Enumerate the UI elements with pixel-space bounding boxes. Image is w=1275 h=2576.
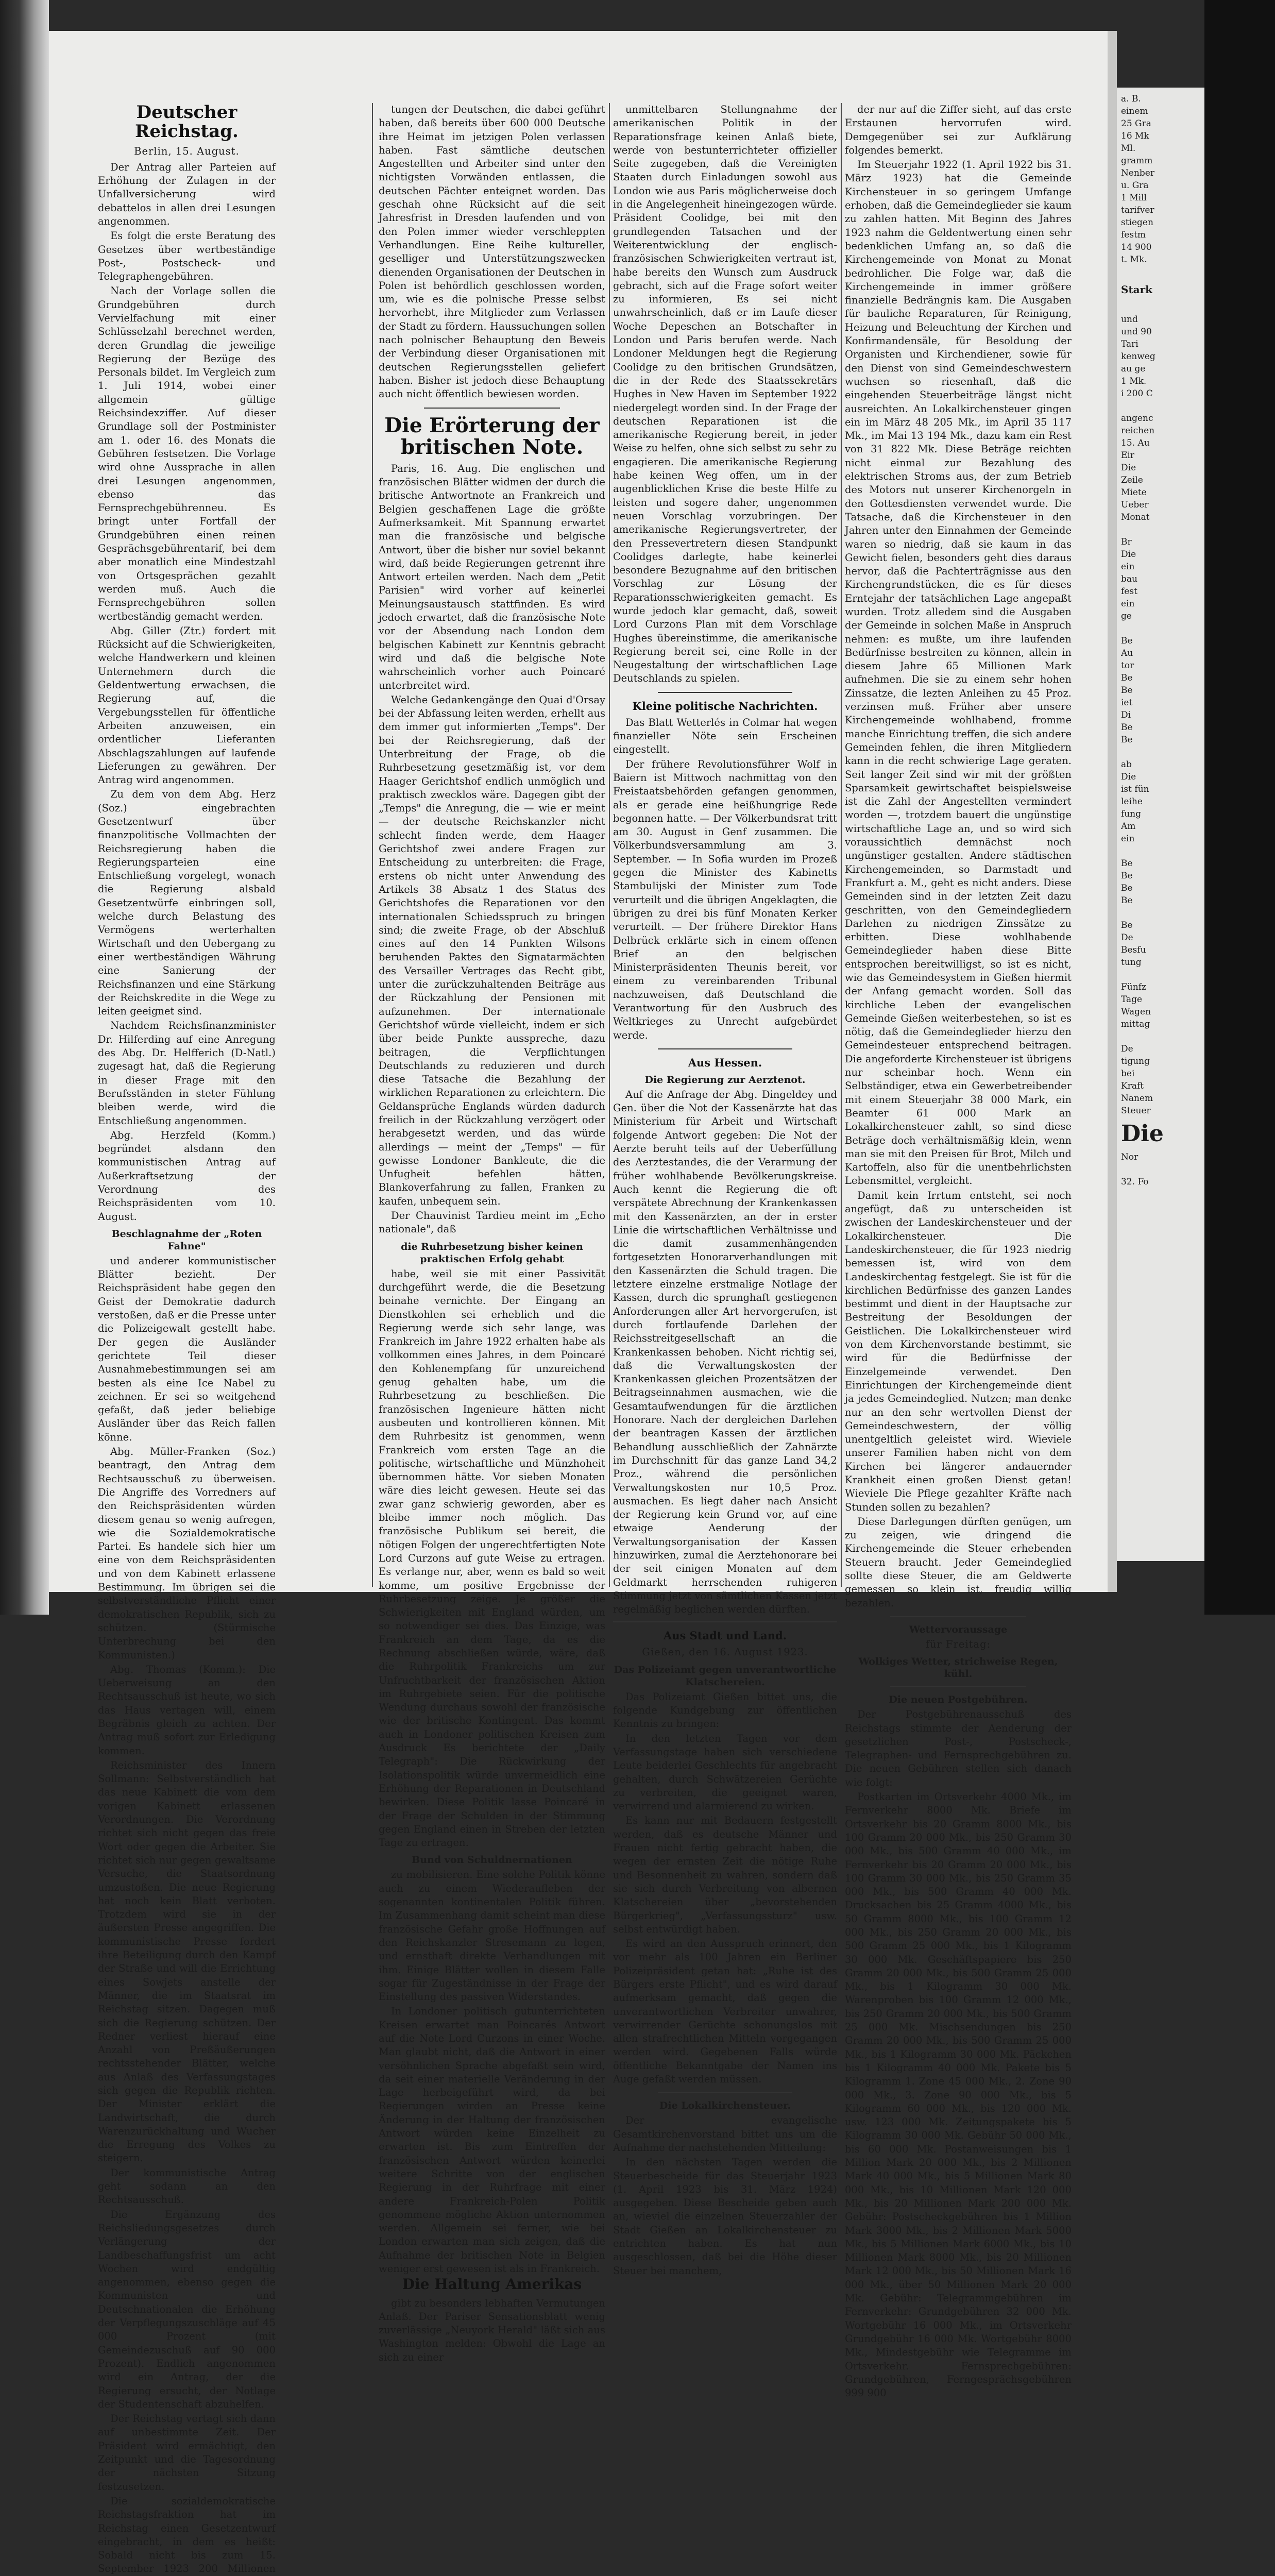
paragraph: Abg. Giller (Ztr.) fordert mit Rücksicht auf die Schwierigkeiten, welche Handwerkern und kleinen Unternehmern durch die Geldentwertung erwachsen, die Regierung auf, die Vergebungsstellen für öffentliche Arbeiten anzuweisen, ein ordentlicher Lieferanten Abschlagszahlungen auf laufende Lieferungen zu gewähren. Der Antrag wird angenommen.: [98, 624, 276, 786]
article-body: [845, 103, 1072, 1610]
paragraph: Abg. Thomas (Komm.): Die Ueberweisung an den Rechtsausschuß ist heute, wo sich das Haus vertagen will, einem Begräbnis gleich zu achten. Der Antrag muß sofort zur Erledigung kommen.: [98, 1663, 276, 1757]
fragment-line: Be: [1121, 722, 1133, 733]
article-title: Deutscher Reichstag.: [135, 102, 239, 142]
paragraph: Die sozialdemokratische Reichstagsfraktion hat im Reichstag einen Gesetzentwurf eingebracht, in dem es heißt: Sobald nicht bis zum 15. September 1923 200 Millionen: [98, 2495, 276, 2575]
fragment-line: [1121, 1030, 1198, 1043]
fragment-line: fest: [1121, 586, 1137, 597]
paragraph: Der kommunistische Antrag geht sodann an den Rechtsausschuß.: [98, 2166, 276, 2206]
paragraph: In Londoner politisch gutunterrichteten Kreisen erwartet man Poincarés Antwort auf die Note Lord Curzons in einer Woche. Man glaubt nicht, daß die Antwort in einer versöhnlichen Sprache abgefaßt sein wird, da seit einer materielle Veränderung in der Lage herbeigeführt wird, da bei Regierungen wirden an Presse keine Änderung in der Haltung der französischen Antwort würden keine Einzelheit zu erwarten ist. Bis zum Eintreffen der französischen Antwort würden keinerlei weitere Schritte von der englischen Regierung in der Ruhrfrage mit einer andere Frankreich-Polen Politik genommene mögliche Aktion unternommen werden. Allgemein sei ferner, wie bei London erwarten man sich zeigen, daß die Aufnahme der britischen Note in Belgien weniger erst gewesen ist als in Frankreich.: [379, 2005, 605, 2275]
paragraph: Postkarten im Ortsverkehr 4000 Mk., im Fernverkehr 8000 Mk. Briefe im Ortsverkehr bis 20 Gramm 8000 Mk., bis 100 Gramm 20 000 Mk., bis 250 Gramm 30 000 Mk., bis 500 Gramm 40 000 Mk., im Fernverkehr bis 20 Gramm 20 000 Mk., bis 100 Gramm 30 000 Mk., bis 250 Gramm 35 000 Mk., bis 500 Gramm 40 000 Mk. Drucksachen bis 25 Gramm 4000 Mk., bis 50 Gramm 8000 Mk., bis 100 Gramm 12 000 Mk., bis 250 Gramm 20 000 Mk., bis 500 Gramm 25 000 Mk., bis 1 Kilogramm 30 000 Mk. Geschäftspapiere bis 250 Gramm 20 000 Mk., bis 500 Gramm 25 000 Mk., bis 1 Kilogramm 30 000 Mk. Warenproben bis 100 Gramm 12 000 Mk., bis 250 Gramm 20 000 Mk., bis 500 Gramm 25 000 Mk. Mischsendungen bis 250 Gramm 20 000 Mk., bis 500 Gramm 25 000 Mk., bis 1 Kilogramm 30 000 Mk. Päckchen bis 1 Kilogramm 40 000 Mk. Pakete bis 5 Kilogramm 1. Zone 45 000 Mk., 2. Zone 90 000 Mk., 3. Zone 90 000 Mk., bis 5 Kilogramm 60 000 Mk., bis 120 000 Mk. usw. 123 000 Mk. Zeitungspakete bis 5 Kilogramm 30 000 Mk. Gebühr 50 000 Mk., bis 60 000 Mk. Postanweisungen bis 1 Million Mark 20 000 Mk., bis 2 Millionen Mark 40 000 Mk., bis 5 Millionen Mark 80 000 Mk., bis 10 Millionen Mark 120 000 Mk., bis 20 Millionen Mark 200 000 Mk. Gebühr: Postscheckgebühren bis 1 Million Mark 3000 Mk., bis 2 Millionen Mark 5000 Mk., bis 5 Millionen Mark 6000 Mk., bis 10 Millionen Mark 8000 Mk., bis 20 Millionen Mark 12 000 Mk., bis 50 Millionen Mark 16 000 Mk., über 50 Millionen Mark 20 000 Mk. Gebühr: Telegrammgebühren im Fernverkehr: Grundgebühren 32 000 Mk. Wortgebühr 16 000 Mk., im Ortsverkehr Grundgebühr 16 000 Mk. Wortgebühr 8000 Mk., Mindestgebühr wie Telegramme im Ortsverkehr. Fernsprechgebühren: Grundgebühren, Ferngesprächsgebühren 999 900: [845, 1791, 1072, 2399]
fragment-line: Nanem: [1121, 1093, 1153, 1104]
fragment-line: 16 Mk: [1121, 131, 1149, 141]
column-rule: [372, 103, 373, 1587]
fragment-line: Zeile: [1121, 475, 1143, 485]
fragment-line: stiegen: [1121, 217, 1153, 228]
fragment-line: Nor: [1121, 1152, 1138, 1162]
fragment-line: t. Mk.: [1121, 255, 1147, 265]
paragraph: der nur auf die Ziffer sieht, auf das erste Erstaunen hervorrufen wird. Demgegenüber sei zur Aufklärung folgendes bemerkt.: [845, 104, 1072, 156]
fragment-line: Tage: [1121, 994, 1143, 1005]
fragment-line: einem: [1121, 106, 1148, 116]
fragment-line: [1121, 400, 1198, 412]
fragment-line: Die: [1121, 549, 1136, 560]
paragraph: Der Antrag aller Parteien auf Erhöhung der Zulagen in der Unfallversicherung wird debattelos in allen drei Lesungen angenommen.: [98, 161, 276, 227]
paragraph: Welche Gedankengänge den Quai d'Orsay bei der Abfassung leiten werden, erhellt aus dem immer gut informierten „Temps". Der bei der Reichsregierung, daß der Unterbreitung der Frage, ob die Ruhrbesetzung gesetzmäßig ist, vor dem Haager Gerichtshof endlich unmöglich und praktisch zwecklos wäre. Dagegen gibt der „Temps" die Anregung, die — wie er meint — der deutsche Reichskanzler nicht schlecht finden werde, dem Haager Gerichtshof zwei andere Fragen zur Entscheidung zu unterbreiten: die Frage, erstens ob nicht unter Anwendung des Artikels 38 Absatz 1 des Status des Gerichtshofes die Reparationen vor den internationalen Schiedsspruch zu bringen sind; die zweite Frage, ob der Abschluß eines auf den 14 Punkten Wilsons beruhenden Paktes den Signatarmächten des Versailler Vertrages das Recht gibt, unter die zurückzuhaltenden Beiträge aus der Rückzahlung der Pensionen mit aufzunehmen. Der internationale Gerichtshof würde vielleicht, indem er sich über beide Punkte ausspreche, dazu beitragen, die Verpflichtungen Deutschlands zu reduzieren und durch diese Tatsache die Bezahlung der wirklichen Reparationen zu erleichtern. Die Geldansprüche Englands würden dadurch freilich in der Rückzahlung verzögert oder herabgesetzt werden, und das würde allerdings — meint der „Temps" — für gewisse Londoner Bankleute, die die Unfugheit befehlen hätten, Blankoverfahrung zu fallen, Franken zu kaufen, unbequem sein.: [379, 693, 605, 1207]
fragment-line: gramm: [1121, 156, 1153, 166]
fragment-line: ab: [1121, 759, 1132, 770]
fragment-line: Eir: [1121, 450, 1134, 461]
fragment-line: reichen: [1121, 426, 1155, 436]
paragraph: In den nächsten Tagen werden die Steuerbescheide für das Steuerjahr 1923 (1. April 1923 bis 31. März 1924) ausgegeben. Diese Bescheide geben auch an, wieviel die einzelnen Steuerzahler der Stadt Gießen an Lokalkirchensteuer zu entrichten haben. Es hat nun ausgeschlossen, daß bei die Höhe dieser Steuer bei manchem,: [613, 2156, 837, 2277]
paragraph: Diese Darlegungen dürften genügen, um zu zeigen, wie dringend die Kirchengemeinde die Steuer erhebenden Steuern braucht. Jeder Gemeindeglied sollte diese Steuer, die am Geldwerte gemessen so klein ist, freudig willig bezahlen.: [845, 1515, 1072, 1609]
fragment-line: 1 Mk.: [1121, 376, 1147, 386]
fragment-line: bau: [1121, 574, 1137, 584]
dateline: Gießen, den 16. August 1923.: [642, 1646, 808, 1658]
subheading: Das Polizeiamt gegen unverantwortliche Klatschereien.: [614, 1664, 837, 1688]
weather-forecast: Wolkiges Wetter, strichweise Regen, kühl.: [858, 1656, 1058, 1680]
fragment-line: Die: [1121, 463, 1136, 473]
fragment-line: [1121, 746, 1198, 758]
fragment-line: 1 Mill: [1121, 193, 1147, 203]
next-page-text: [1121, 93, 1198, 1188]
fragment-line: [1121, 845, 1198, 857]
fragment-line: festm: [1121, 230, 1146, 240]
paragraph: Abg. Müller-Franken (Soz.) beantragt, den Antrag dem Rechtsausschuß zu überweisen. Die Angriffe des Vorredners auf den Reichspräsidenten würden diesem genau so wenig aufregen, wie die Sozialdemokratische Partei. Es handele sich hier um eine von dem Reichspräsidenten und von dem Kabinett erlassene Bestimmung. Im übrigen sei die selbstverständliche Pflicht einer demokratischen Republik, sich zu schützen. (Stürmische Unterbrechung bei den Kommunisten.): [98, 1446, 276, 1661]
paragraph: Zu dem von dem Abg. Herz (Soz.) eingebrachten Gesetzentwurf über finanzpolitische Vollmachten der Reichsregierung haben die Regierungsparteien eine Entschließung vorgelegt, wonach die Regierung alsbald Gesetzentwürfe einbringen soll, welche durch Belastung des Vermögens werterhalten Wirtschaft und den Uebergang zu einer wertbeständigen Währung eine Sanierung der Reichsfinanzen und eine Stärkung der Reichskredite in die Wege zu leiten geeignet sind.: [98, 788, 276, 1018]
fragment-line: Be: [1121, 735, 1133, 745]
article-body: [613, 103, 837, 686]
separator: [890, 1686, 1026, 1687]
fragment-line: Am: [1121, 821, 1136, 832]
article-body: [613, 716, 837, 1042]
fragment-line: ge: [1121, 611, 1132, 621]
book-binding: [0, 0, 49, 1615]
fragment-line: Stark: [1121, 283, 1153, 296]
column-3: [613, 103, 837, 2279]
subheading: Bund von Schuldnernationen: [412, 1854, 572, 1866]
weather-subtitle: für Freitag:: [925, 1638, 991, 1650]
dateline: Berlin, 15. August.: [134, 145, 240, 158]
article-body: [379, 2297, 605, 2364]
separator: [424, 408, 560, 409]
separator: [658, 2092, 792, 2093]
fragment-line: [1121, 266, 1198, 278]
paragraph: Damit kein Irrtum entsteht, sei noch angefügt, daß zu unterscheiden ist zwischen der Landeskirchensteuer und der Lokalkirchensteuer. Die Landeskirchensteuer, die für 1923 niedrig bemessen ist, wird von dem Landeskirchentag festgelegt. Sie ist für die kirchlichen Bedürfnisse des ganzen Landes bestimmt und dient in der Hauptsache zur Bestreitung der Besoldungen der Geistlichen. Die Lokalkirchensteuer wird von dem Kirchenvorstande bestimmt, sie wird für die Bedürfnisse der Einzelgemeinde verwendet. Den Einrichtungen der Kirchengemeinde dient ja jedes Gemeindeglied. Nutzen; man denke nur an den sehr wertvollen Dienst der Gemeindeschwestern, der völlig unentgeltlich geleistet wird. Wieviele unserer Familien haben nicht von dem Kirchen bei längerer andauernder Krankheit einen großen Dienst getan! Wieviele Die Pflege gezahlter Kräfte nach Stunden sollen zu bezahlen?: [845, 1189, 1072, 1513]
fragment-line: De: [1121, 933, 1133, 943]
fragment-line: leihe: [1121, 796, 1143, 807]
subheading: Die neuen Postgebühren.: [889, 1694, 1028, 1706]
paragraph: Paris, 16. Aug. Die englischen und französischen Blätter widmen der durch die britische Antwortnote an Frankreich und Belgien geschaffenen Lage die größte Aufmerksamkeit. Mit Spannung erwartet man die französische und belgische Antwort, über die bisher nur soviel bekannt wird, daß beide Regierungen getrennt ihre Antwort erteilen werden. Nach dem „Petit Parisien" wird vorher auf keinerlei Meinungsaustausch stattfinden. Es wird jedoch erwartet, daß die französische Note vor der Absendung nach London dem belgischen Kabinett zur Kenntnis gebracht wird und daß die belgische Note wahrscheinlich vorher auch Poincaré unterbreitet wird.: [379, 462, 605, 691]
paragraph: und anderer kommunistischer Blätter bezieht. Der Reichspräsident habe gegen den Geist der Demokratie dadurch verstoßen, daß er die Presse unter die Polizeigewalt gestellt habe. Der gegen die Ausländer gerichtete Teil dieser Ausnahmebestimmungen sei am besten als eine Ice Nabel zu zeichnen. Er sei so weitgehend gefaßt, daß jeder beliebige Ausländer über das Reich fallen könne.: [98, 1255, 276, 1443]
fragment-line: fung: [1121, 809, 1142, 819]
paragraph: Der Postgebührenausschuß des Reichstags stimmte der Aenderung der gesetzlichen Post-, Postscheck-, Telegraphen- und Fernsprechgebühren zu. Die neuen Gebühren stellen sich danach wie folgt:: [845, 1708, 1072, 1788]
fragment-line: Besfu: [1121, 945, 1146, 955]
subheading: Beschlagnahme der „Roten Fahne": [111, 1228, 262, 1252]
fragment-line: angenc: [1121, 413, 1153, 423]
fragment-line: [1121, 907, 1198, 919]
fragment-line: Be: [1121, 883, 1133, 893]
fragment-line: Ueber: [1121, 500, 1149, 510]
fragment-line: Wagen: [1121, 1007, 1151, 1017]
paragraph: Der frühere Revolutionsführer Wolf in Baiern ist Mittwoch nachmittag von den Freistaatsbehörden gefangen genommen, als er gerade eine heißhungrige Rede begonnen hatte. — Der Völkerbundsrat tritt am 30. August in Genf zusammen. Die Völkerbundsversammlung am 3. September. — In Sofia wurden im Prozeß gegen die Minister des Kabinetts Stambulijski der Minister zum Tode verurteilt und die übrigen Angeklagten, die übrigen zu drei bis fünf Monaten Kerker verurteilt. — Der frühere Direktor Hans Delbrück erklärte sich in einem offenen Brief an den belgischen Ministerpräsidenten Theunis bereit, vor einem zu vereinbarenden Tribunal nachzuweisen, daß Deutschland die Verantwortung für den Ausbruch des Weltkrieges zu Unrecht aufgebürdet werde.: [613, 758, 837, 1041]
paragraph: unmittelbaren Stellungnahme der amerikanischen Politik in der Reparationsfrage keinen Anlaß biete, werde von bestunterrichteter offizieller Seite zugegeben, daß die Vereinigten Staaten durch Einladungen sowohl aus London wie aus Paris möglicherweise doch in die Angelegenheit hineingezogen würde. Präsident Coolidge, bei mit den grundlegenden Tatsachen und der Weiterentwicklung der englisch-französischen Schwierigkeiten vertraut ist, habe bereits den Wunsch zum Ausdruck gebracht, sich auf die Frage sofort weiter zu informieren, Es sei nicht unwahrscheinlich, daß er im Laufe dieser Woche Depeschen an Botschafter in London und Paris berufen werde. Nach Londoner Meldungen hegt die Regierung Coolidge zu den britischen Grundsätzen, die in der Rede des Staatssekretärs Hughes in New Haven im September 1922 niedergelegt worden sind. In der Frage der deutschen Reparationen ist die amerikanische Regierung bereit, in jeder Weise zu helfen, ohne sich selbst zu sehr zu engagieren. Die amerikanische Regierung habe keinen Weg offen, um in der augenblicklichen Krise die beste Hilfe zu leisten und sogere daher, ungenommen neuen Vorschlag vorzubringen. Der amerikanische Regierungsvertreter, der den Pressevertretern diesen Standpunkt Coolidges darlegte, habe keinerlei besondere Bezugnahme auf den britischen Vorschlag zur Lösung der Reparationsschwierigkeiten gemacht. Es wurde jedoch klar gemacht, daß, soweit Lord Curzons Plan mit dem Vorschlage Hughes übereinstimme, die amerikanische Regierung bereit sei, eine Rolle in der Neugestaltung der wirtschaftlichen Lage Deutschlands zu spielen.: [613, 104, 837, 685]
paragraph: tungen der Deutschen, die dabei geführt haben, daß bereits über 600 000 Deutsche ihre Heimat im jetzigen Polen verlassen haben. Fast sämtliche deutschen Angestellten und Arbeiter sind unter den nichtigsten Vorwänden entlassen, die deutschen Pächter enteignet worden. Das geschah ohne Rücksicht auf die seit Jahresfrist in Dresden laufenden und von den Polen immer wieder verschleppten Verhandlungen. Eine Reihe kultureller, geselliger und Unterstützungszwecken dienenden Organisationen der Deutschen in Polen ist behördlich geschlossen worden, um, wie es die polnische Presse selbst hervorhebt, ihre Mitglieder zum Verlassen der Stadt zu fördern. Haussuchungen sollen nach polnischer Behauptung den Beweis der Verbindung dieser Organisationen mit deutschen Regierungsstellen geliefert haben. Bisher ist jedoch diese Behauptung auch nicht öffentlich bewiesen worden.: [379, 104, 605, 400]
column-1: [98, 103, 276, 2576]
fragment-line: Be: [1121, 636, 1133, 646]
fragment-line: Di: [1121, 710, 1131, 720]
paragraph: Nach der Vorlage sollen die Grundgebühren durch Vervielfachung mit einer Schlüsselzahl berechnet werden, deren Grundlag die jeweilige Regierung der Bezüge des Personals bildet. Im Vergleich zum 1. Juli 1914, wobei einer allgemein gültige Reichsindexziffer. Auf dieser Grundlage soll der Postminister am 1. oder 16. des Monats die Gebühren festsetzen. Die Vorlage wird ohne Aussprache in allen drei Lesungen angenommen, ebenso das Fernsprechgebührenneu. Es bringt unter Fortfall der Grundgebühren einen reinen Gesprächsgebührentarif, bei dem aber monatlich eine Mindestzahl von Ortsgesprächen gezahlt werden muß. Auch die Fernsprechgebühren sollen wertbeständig gemacht werden.: [98, 285, 276, 622]
article-body: [613, 1088, 837, 1617]
fragment-line: Be: [1121, 685, 1133, 696]
fragment-line: Tari: [1121, 339, 1138, 349]
next-page-fragment: [1117, 88, 1204, 1561]
paragraph: habe, weil sie mit einer Passivität durchgeführt werde, die die Besetzung beinahe vernichte. Der Eingang an Dienstkohlen sei erheblich und die Regierung werde sich sehr lange, was Frankreich im Jahre 1922 erhalten habe als vollkommen eines Jahres, in dem Poincaré den Kohlenempfang für unzureichend genug gehalten habe, um die Ruhrbesetzung zu beschließen. Die französischen Ingenieure hätten nicht ausbeuten und kontrollieren können. Mit dem Ruhrbesitz ist genommen, wenn Frankreich vom ersten Tage an die politische, wirtschaftliche und Münzhoheit übernommen hätte. Vor sieben Monaten wäre dies leicht gewesen. Heute sei das zwar ganz schwierig geworden, aber es bleibe immer noch möglich. Das französische Publikum sei bereit, die nötigen Folgen der ungerechtfertigten Note Lord Curzons auf gute Weise zu ertragen. Es verlange nur, aber, wenn es bald so weit komme, um positive Ergebnisse der Ruhrbesetzung zeige. Je größer die Schwierigkeiten mit England würden, um so notwendiger sei dies. Das Einzige, was Frankreich an dem Tage, da es die Rechnung abschließen würde, wäre, daß die Ruhrpolitik Frankreichs um zur Unfruchtbarkeit der französischen Aktion im Ruhrgebiete seien. Für die politische Wendung durchaus sowohl der französische wie der britische Kontingent. Das kommt auch in Londoner politischen Kreisen zum Ausdruck Es berichtete der „Daily Telegraph": Die Rückwirkung der Isolationspolitik würde unvermeidlich eine Erhöhung der Reparationen in Deutschland bewirken. Diese Politik lasse Poincaré in der Frage der Schulden in der Stimmung gegen England einen in Streben der letzten Tage zu ertragen.: [379, 1267, 605, 1849]
paragraph: zu mobilisieren. Eine solche Politik könne auch zu einem Wiederaufleben der sogenannten kontinentalen Politik führen. Im Zusammenhang damit scheint man diese französische Gefahr große Hoffnungen auf den Reichskanzler Stresemann zu legen, und ernsthaft direkte Verhandlungen mit ihm. Einige Blätter wollen in diesem Falle sogar für Zugeständnisse in der Frage der Einstellung des passiven Widerstandes.: [379, 1869, 605, 2003]
fragment-line: Be: [1121, 871, 1133, 881]
separator: [658, 692, 792, 693]
section-title: Aus Stadt und Land.: [663, 1629, 787, 1642]
fragment-line: [1121, 969, 1198, 981]
paragraph: Der evangelische Gesamtkirchenvorstand bittet uns um die Aufnahme der nachstehenden Mitteilung:: [613, 2114, 837, 2154]
fragment-line: 14 900: [1121, 242, 1152, 252]
separator: [613, 1621, 837, 1622]
paragraph: Es wird an den Ausspruch erinnert, den vor mehr als 100 Jahren ein Berliner Polizeipräsident getan hat: „Ruhe ist des Bürgers erste Pflicht", und es wird darauf aufmerksam gemacht, daß gegen die unverantwortlichen Verbreiter unwahrer, verwirrender Gerüchte schonungslos mit allen strafrechtlichen Mitteln vorgegangen werden wird. Gegebenen Falls würde öffentliche Bekanntgabe der Namen ins Auge gefaßt werden müssen.: [613, 1938, 837, 2086]
article-body: [613, 1690, 837, 2087]
fragment-line: Au: [1121, 648, 1133, 658]
fragment-line: iet: [1121, 698, 1133, 708]
section-title: Aus Hessen.: [688, 1056, 762, 1069]
fragment-line: 32. Fo: [1121, 1177, 1149, 1187]
subheading: Die Regierung zur Aerztenot.: [644, 1074, 806, 1086]
fragment-line: ein: [1121, 562, 1135, 572]
fragment-line: ein: [1121, 599, 1135, 609]
fragment-line: Die: [1121, 772, 1136, 782]
fragment-line: tarifver: [1121, 205, 1154, 215]
article-body: [98, 1255, 276, 2576]
fragment-line: Steuer: [1121, 1106, 1151, 1116]
column-4: [845, 103, 1072, 2401]
fragment-line: Nenber: [1121, 168, 1154, 178]
separator: [890, 1616, 1026, 1617]
paragraph: Der Chauvinist Tardieu meint im „Echo nationale", daß: [379, 1210, 605, 1235]
paragraph: Es kann nur mit Bedauern festgestellt werden, daß es deutsche Männer und Frauen nicht fertig gebracht haben, die wegen der ernsten Zeit die nötige Ruhe und Besonnenheit zu wahren, sondern daß sie sich durch Verbreitung von albernen Klatschereien über „bevorstehenden Bürgerkrieg", „Verfassungssturz" usw. selbst entwürdigt haben.: [613, 1815, 837, 1935]
page-edge: [1108, 31, 1117, 1592]
article-body: [613, 2114, 837, 2278]
fragment-line: bei: [1121, 1069, 1135, 1079]
fragment-line: [1121, 523, 1198, 536]
paragraph: Der Reichstag vertagt sich dann auf unbestimmte Zeit. Der Präsident wird ermächtigt, den Zeitpunkt und die Tagesordnung der nächsten Sitzung festzusetzen.: [98, 2413, 276, 2493]
fragment-line: Br: [1121, 537, 1132, 547]
paragraph: Abg. Herzfeld (Komm.) begründet alsdann den kommunistischen Antrag auf Außerkraftsetzung der Verordnung des Reichspräsidenten vom 10. August.: [98, 1129, 276, 1223]
fragment-line: tor: [1121, 660, 1134, 671]
subheading: Die Lokalkirchensteuer.: [659, 2100, 791, 2112]
paragraph: Es folgt die erste Beratung des Gesetzes über wertbeständige Post-, Postscheck- und Telegraphengebühren.: [98, 230, 276, 283]
paragraph: Reichsminister des Innern Sollmann: Selbstverständlich hat das neue Kabinett die vom dem vorigen Kabinett erlassenen Verordnungen. Die Verordnung richtet sich nicht gegen das freie Wort oder gegen die Arbeiter. Sie richtet sich nur gegen gewaltsame Versuche, die Staatsordnung umzustoßen. Die neue Regierung hat noch kein Blatt verboten. Trotzdem wird sie in der äußersten Presse angegriffen. Die kommunistische Presse fordert ihre Beteiligung durch den Kampf der Straße und will die Errichtung eines Sowjets anstelle der Männer, die im Staatsrat im Reichstag sitzen. Dagegen muß sich die Regierung schützen. Der Redner verliest hierauf eine Anzahl von Preßäußerungen rechtsstehender Blätter, welche aus Anlaß des Verfassungstages sich gegen die Republik richten. Der Minister erklärt die Landwirtschaft, die durch Warenzurückhaltung und Wucher die Erregung des Volkes zu steigern.: [98, 1759, 276, 2164]
fragment-line: [1121, 1163, 1198, 1176]
fragment-line: [1121, 301, 1198, 313]
paragraph: Das Polizeiamt Gießen bittet uns, die folgende Kundgebung zur öffentlichen Kenntnis zu bringen:: [613, 1690, 837, 1730]
separator: [658, 1048, 792, 1049]
article-title: Die Erörterung der britischen Note.: [384, 413, 600, 459]
fragment-line: und 90: [1121, 327, 1152, 337]
fragment-line: [1121, 622, 1198, 635]
fragment-line: Be: [1121, 895, 1133, 906]
fragment-line: Fünfz: [1121, 982, 1146, 992]
weather-title: Wettervoraussage: [909, 1623, 1008, 1635]
fragment-line: 15. Au: [1121, 438, 1150, 448]
paragraph: Auf die Anfrage der Abg. Dingeldey und Gen. über die Not der Kassenärzte hat das Ministerium für Arbeit und Wirtschaft folgende Antwort gegeben: Die Not der Aerzte beruht teils auf der Ueberfüllung des Aerztestandes, die der Verarmung der früher wohlhabende Bevölkerungskreise. Auch kennt die Regierung die oft verspätete Abrechnung der Krankenkassen mit den Kassenärzten, an der in erster Linie die wirtschaftlichen Verhältnisse und die damit zusammenhängenden fortgesetzten Honorarverhandlungen mit den Kassenärzten die Schuld tragen. Die letztere einzelne erstmalige Notlage der Kassen, durch die sprunghaft gestiegenen Anforderungen aller Art hervorgerufen, ist durch fortlaufende Darlehen der Reichsstreitgesellschaft an die Krankenkassen behoben. Nicht richtig sei, daß die Verwaltungskosten der Krankenkassen gleichen Prozentsätzen der Beitragseinnahmen ausmachen, wie die Gesamtaufwendungen für die ärztlichen Honorare. Nach der dergleichen Darlehen der beantragen Kassen der ärztlichen Behandlung ausschließlich der Zahnärzte im Durchschnitt für das ganze Land 34,2 Proz., während die persönlichen Verwaltungskosten nur 10,5 Proz. ausmachen. Es liegt daher nach Ansicht der Regierung kein Grund vor, auf eine etwaige Aenderung der Verwaltungsorganisation der Kassen hinzuwirken, zumal die Aerztehonorare bei der seit einigen Monaten auf dem Geldmarkt herrschenden ruhigeren Stimmung jetzt von sämtlichen Kassen jetzt regelmäßig beglichen werden dürften.: [613, 1088, 837, 1616]
column-rule: [609, 103, 610, 1587]
article-body: [379, 1868, 605, 2276]
fragment-line: Be: [1121, 920, 1133, 930]
paragraph: In den letzten Tagen vor dem Verfassungstage haben sich verschiedene Leute beiderlei Geschlechts für angebracht gehalten, durch Schwätzereien Gerüchte zu verbreiten, die geeignet waren, verwirrend und alarmierend zu wirken.: [613, 1732, 837, 1812]
paragraph: Nachdem Reichsfinanzminister Dr. Hilferding auf eine Anregung des Abg. Dr. Helfferich (D-Natl.) zugesagt hat, daß die Regierung in dieser Frage mit den Berufsständen in steter Fühlung bleiben werde, wird die Entschließung angenommen.: [98, 1020, 276, 1127]
fragment-line: i 200 C: [1121, 388, 1153, 399]
column-rule: [841, 103, 842, 1587]
subheading: die Ruhrbesetzung bisher keinen praktischen Erfolg gehabt: [401, 1241, 583, 1265]
article-body: [379, 103, 605, 401]
article-body: [845, 1708, 1072, 2400]
fragment-line: Monat: [1121, 512, 1150, 522]
fragment-line: tung: [1121, 957, 1142, 968]
fragment-line: und: [1121, 314, 1138, 325]
fragment-line: ist fün: [1121, 784, 1149, 794]
fragment-line: au ge: [1121, 364, 1146, 374]
column-2: [379, 103, 605, 2365]
fragment-line: Ml.: [1121, 143, 1136, 154]
fragment-line: u. Gra: [1121, 180, 1149, 191]
article-body: [98, 161, 276, 1224]
fragment-line: Kraft: [1121, 1081, 1144, 1091]
fragment-line: mittag: [1121, 1019, 1150, 1029]
fragment-heading: Die: [1121, 1122, 1164, 1146]
fragment-line: a. B.: [1121, 94, 1141, 104]
paragraph: Die Ergänzung des Reichsliedungsgesetzes durch Verlängerung der Landbeschaffungsfrist um acht Wochen wird endgültig angenommen, ebenso gegen die Kommunisten und Deutschnationalen die Erhöhung der Verpflegungszuschläge auf 45 000 Prozent (mit Gemeindezuschuß auf 90 000 Prozent). Endlich angenommen wird ein Antrag, der die Regierung ersucht, der Notlage der Studentenschaft abzuhelfen.: [98, 2208, 276, 2410]
fragment-line: tigung: [1121, 1056, 1150, 1066]
paragraph: Im Steuerjahr 1922 (1. April 1922 bis 31. März 1923) hat die Gemeinde Kirchensteuer in so geringem Umfange erhoben, daß die Gemeindeglieder sie kaum zu zahlen hatten. Mit Beginn des Jahres 1923 nahm die Geldentwertung einen sehr bedenklichen Umfang an, so daß die Kirchengemeinde von Monat zu Monat bedrohlicher. Die Folge war, daß die Kirchengemeinde in immer größere finanzielle Bedrängnis kam. Die Ausgaben für bauliche Reparaturen, für Reinigung, Heizung und Beleuchtung der Kirchen und Konfirmandensäle, für Besoldung der Organisten und Kirchendiener, sowie für den Dienst von sind Gemeindeschwestern wuchsen so riesenhaft, daß die eingehenden Steuerbeiträge längst nicht ausreichten. An Lokalkirchensteuer gingen ein im März 48 205 Mk., im April 35 117 Mk., im Mai 13 194 Mk., dazu kam ein Rest von 31 822 Mk. Diese Beträge reichten nicht einmal zur Bezahlung des elektrischen Stroms aus, der zum Betrieb des Motors nut unserer Kirchenorgeln in den Gottesdiensten verwendet wurde. Die Tatsache, daß die Kirchensteuer in den Jahren unter den Einnahmen der Gemeinde waren so niedrig, daß sie kaum in das Gewicht fielen, besonders geht dies daraus hervor, daß die Pachterträgnisse aus den Kirchengrundstücken, die es für dieses Erntejahr der tatsächlichen Lage angepaßt wurden. Trotz alledem sind die Ausgaben der Gemeinde in solchen Maße in Anspruch nehmen: es mußte, um ihre laufenden Bedürfnisse bestreiten zu können, allein in diesem Jahre 65 Millionen Mark aufnehmen. Die sie zu einem sehr hohen Zinssatze, die lezten Anleihen zu 45 Proz. verzinsen muß. Früher aber unsere Kirchengemeinde wohlhabend, fromme manche Einrichtung treffen, die sich andere Gemeinden fehlen, die ihren Mitgliedern kann in die recht schwierige Lage geraten. Seit langer Zeit sind wir mit der größten Sparsamkeit gewirtschaftet beispielsweise ist die Zahl der Angestellten vermindert worden —, trotzdem bauert die ungünstige wirtschaftliche Lage an, und so wird sich voraussichtlich demnächst noch ungünstiger gestalten. Andere städtischen Kirchengemeinden, so Darmstadt und Frankfurt a. M., geht es nicht anders. Diese Gemeinden sind in der letzten Zeit dazu geschritten, von den Gemeindegliedern Darlehen zu niedrigen Zinssätze zu erbitten. Diese wohlhabende Gemeindeglieder haben diese Bitte entsprochen bereitwilligst, so ist es nicht, wie das Gemeindesystem in Gießen hiermit der Anfang gemacht worden. Soll das kirchliche Leben der evangelischen Gemeinde Gießen weiterbestehen, so ist es nötig, daß die Gemeindeglieder hierzu den Gemeindesteuer entsprechend beitragen. Die angeforderte Kirchensteuer ist übrigens nur scheinbar hoch. Wenn ein Selbständiger, etwa ein Gewerbetreibender mit einem Steuerjahr 38 000 Mark, ein Beamter 61 000 Mark an Lokalkirchensteuer zahlt, so sind diese Beträge doch verhältnismäßig klein, wenn man sie mit den Preisen für Brot, Milch und Kartoffeln, also für die unentbehrlichsten Lebensmittel, vergleicht.: [845, 159, 1072, 1187]
paragraph: gibt zu besonders lebhaften Vermutungen Anlaß. Der Pariser Sensationsblatt wenig zuverlässige „Neuyork Herald" läßt sich aus Washington melden: Obwohl die Lage an sich zu einer: [379, 2297, 605, 2363]
dark-background: [1204, 0, 1275, 1615]
fragment-line: Be: [1121, 673, 1133, 683]
section-title: Kleine politische Nachrichten.: [632, 699, 818, 713]
article-title: Die Haltung Amerikas: [402, 2276, 582, 2293]
fragment-line: Miete: [1121, 487, 1147, 498]
fragment-line: ein: [1121, 834, 1135, 844]
paragraph: Das Blatt Wetterlés in Colmar hat wegen finanzieller Nöte sein Erscheinen eingestellt.: [613, 716, 837, 756]
article-body: [379, 462, 605, 1236]
fragment-line: Be: [1121, 858, 1133, 869]
fragment-line: kenweg: [1121, 351, 1155, 362]
fragment-line: De: [1121, 1044, 1133, 1054]
fragment-line: 25 Gra: [1121, 118, 1151, 129]
article-body: [379, 1267, 605, 1850]
